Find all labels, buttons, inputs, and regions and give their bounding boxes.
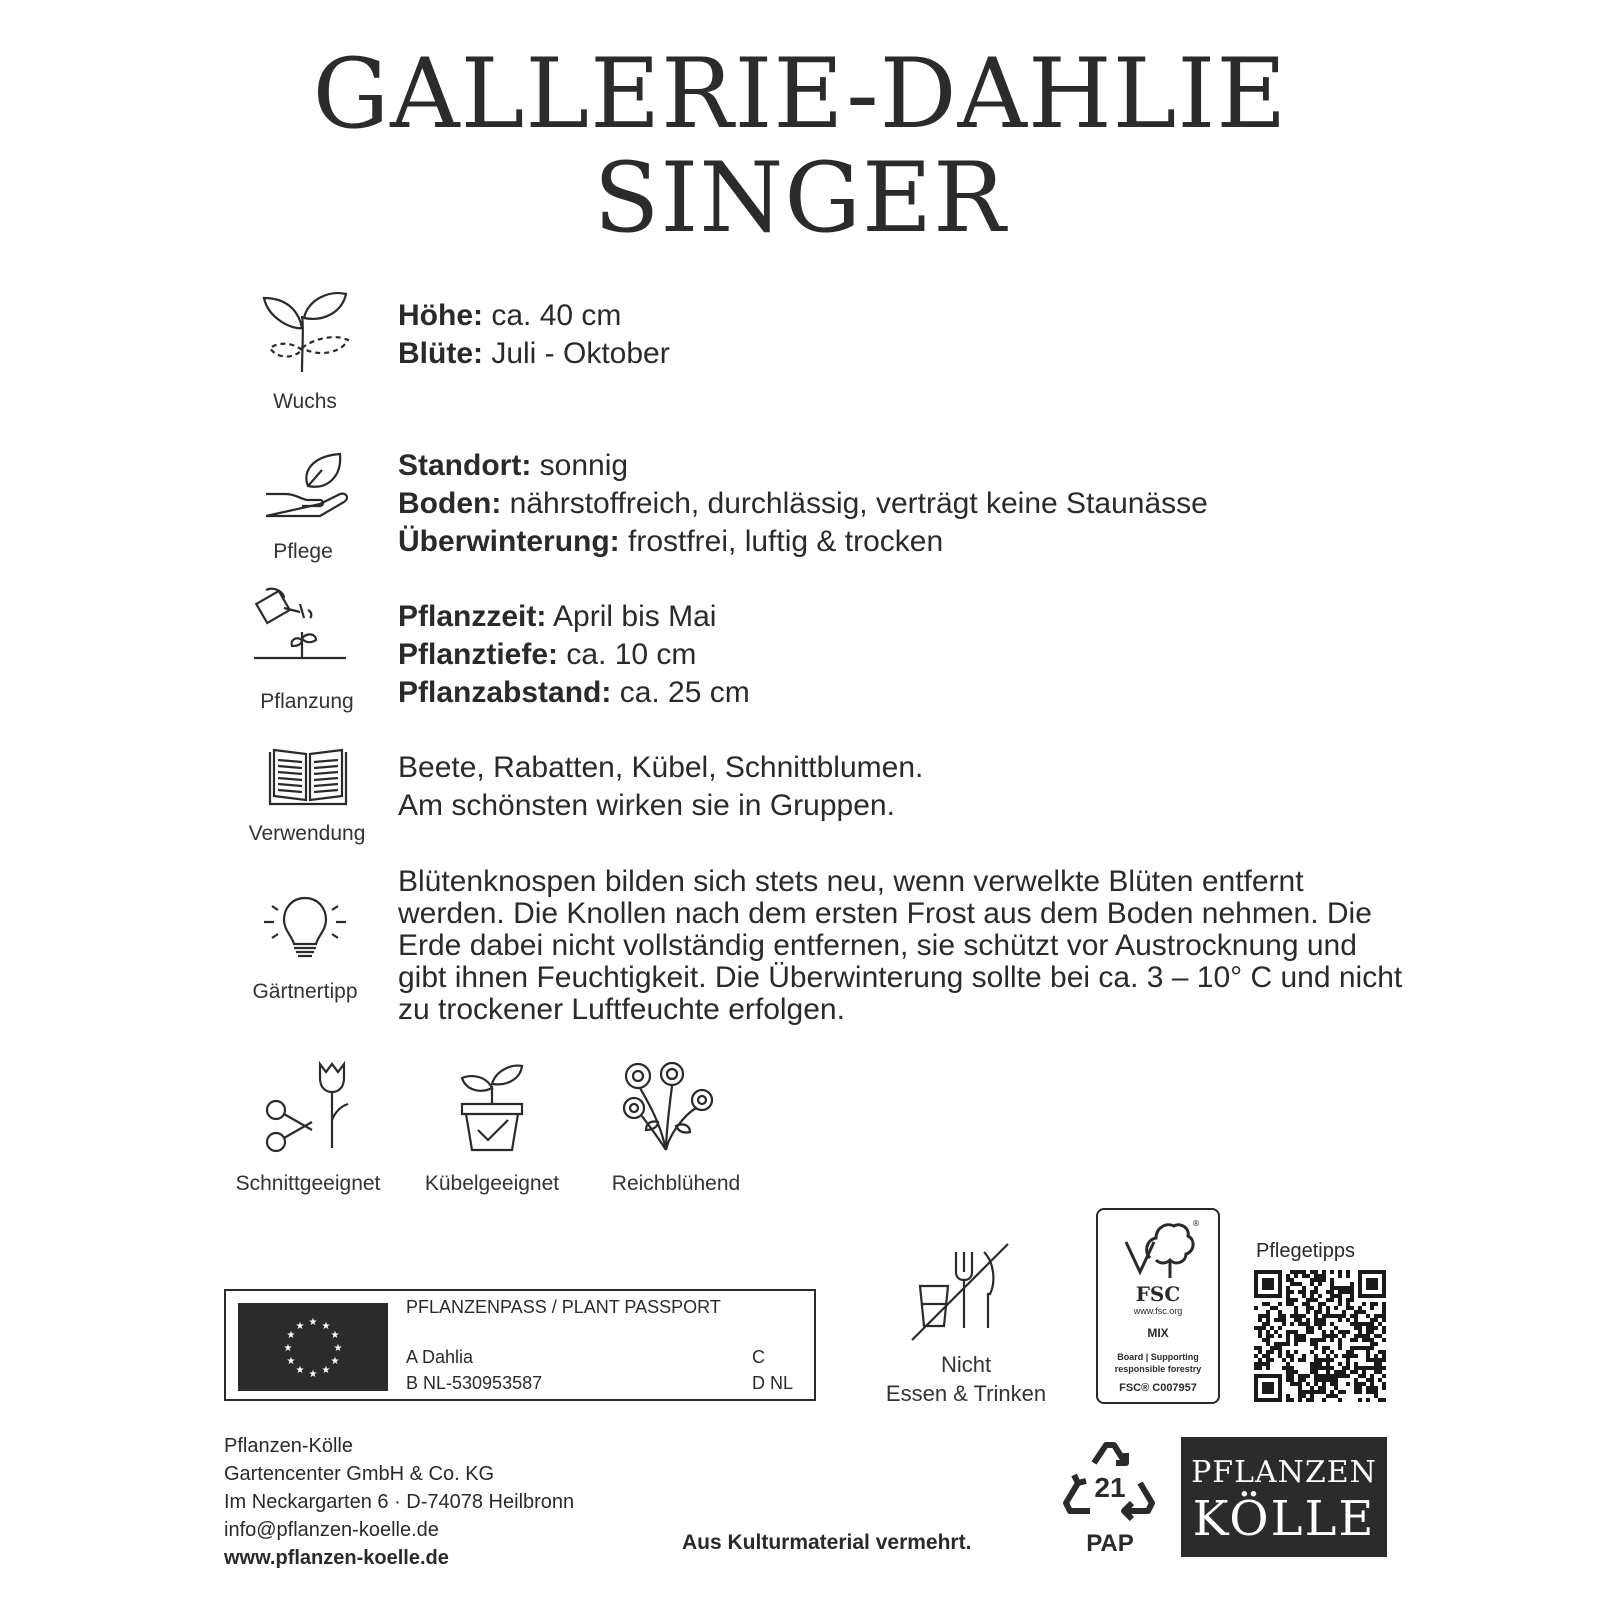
website-link[interactable]: www.pflanzen-koelle.de bbox=[224, 1547, 449, 1569]
info-row: Standort: sonnig bbox=[398, 449, 629, 482]
passport-d: D NL bbox=[752, 1373, 794, 1393]
svg-text:★: ★ bbox=[286, 1330, 296, 1341]
fsc-desc1: Board | Supporting bbox=[1117, 1352, 1199, 1362]
page-title-line1: GALLERIE-DAHLIE bbox=[312, 38, 1288, 150]
lightbulb-icon bbox=[262, 894, 348, 966]
plant-passport bbox=[224, 1289, 816, 1401]
feature-label: Reichblühend bbox=[611, 1172, 741, 1195]
hand-leaf-icon bbox=[262, 450, 350, 530]
svg-text:★: ★ bbox=[295, 1365, 305, 1376]
sprout-icon bbox=[262, 288, 350, 376]
svg-text:★: ★ bbox=[330, 1330, 340, 1341]
svg-text:★: ★ bbox=[295, 1321, 305, 1332]
fsc-site: www.fsc.org bbox=[1133, 1306, 1183, 1316]
fsc-logo-text: FSC bbox=[1135, 1282, 1181, 1306]
company-address: Pflanzen-Kölle Gartencenter GmbH & Co. KG Im Neckargarten 6 · D-74078 Heilbronn info@pflanzen-koelle.de www.pflanzen-koelle.de bbox=[224, 1432, 574, 1572]
info-row: Pflanzabstand: ca. 25 cm bbox=[398, 676, 750, 709]
gaertnertipp-text: Blütenknospen bilden sich stets neu, wenn verwelkte Blüten entfernt werden. Die Knollen nach dem ersten Frost aus dem Boden nehmen. Die Erde dabei nicht vollständig entfernen, sie schützt vor Austrocknung und gibt ihnen Feuchtigkeit. Die Überwinterung sollte bei ca. 3 – 10° C und nicht zu trockener Luftfeuchte erfolgen. bbox=[398, 865, 1403, 1026]
fsc-code: FSC® C007957 bbox=[1119, 1382, 1197, 1394]
feature-label: Kübelgeeignet bbox=[424, 1172, 560, 1195]
fsc-tree-icon bbox=[1120, 1218, 1198, 1287]
fsc-desc2: responsible forestry bbox=[1114, 1364, 1202, 1374]
fsc-mix: MIX bbox=[1147, 1326, 1169, 1340]
watering-can-icon bbox=[254, 588, 350, 678]
svg-text:★: ★ bbox=[286, 1356, 296, 1367]
passport-heading: PFLANZENPASS / PLANT PASSPORT bbox=[406, 1297, 721, 1317]
kultur-note: Aus Kulturmaterial vermehrt. bbox=[682, 1531, 972, 1554]
info-row: Pflanzzeit: April bis Mai bbox=[398, 600, 717, 633]
svg-text:®: ® bbox=[1192, 1219, 1200, 1228]
passport-b: B NL-530953587 bbox=[406, 1373, 543, 1393]
pflege-label: Pflege bbox=[273, 540, 333, 563]
brand-logo: PFLANZEN KÖLLE bbox=[1181, 1437, 1387, 1557]
eu-flag-icon bbox=[238, 1303, 388, 1391]
fsc-badge bbox=[1096, 1208, 1220, 1404]
pflege-info bbox=[398, 447, 1208, 561]
not-edible-label: Nicht Essen & Trinken bbox=[885, 1352, 1047, 1406]
recycling-code: PAP bbox=[1086, 1530, 1134, 1557]
qr-code-icon[interactable] bbox=[1254, 1270, 1386, 1402]
page-title-line2: SINGER bbox=[593, 142, 1007, 254]
email-link[interactable]: info@pflanzen-koelle.de bbox=[224, 1519, 439, 1541]
pot-check-icon bbox=[456, 1062, 528, 1154]
feature-label: Schnittgeeignet bbox=[235, 1172, 381, 1195]
info-row: Boden: nährstoffreich, durchlässig, verträgt keine Staunässe bbox=[398, 487, 1208, 520]
recycling-number: 21 bbox=[1094, 1472, 1126, 1503]
passport-a: A Dahlia bbox=[406, 1347, 474, 1367]
svg-text:★: ★ bbox=[321, 1321, 331, 1332]
passport-c: C bbox=[752, 1347, 765, 1367]
info-row: Überwinterung: frostfrei, luftig & trocken bbox=[398, 525, 944, 558]
qr-label: Pflegetipps bbox=[1256, 1240, 1355, 1262]
verwendung-label: Verwendung bbox=[248, 822, 366, 845]
svg-text:★: ★ bbox=[321, 1365, 331, 1376]
wuchs-label: Wuchs bbox=[273, 390, 337, 413]
info-row: Blüte: Juli - Oktober bbox=[398, 337, 670, 370]
svg-text:★: ★ bbox=[330, 1356, 340, 1367]
svg-text:★: ★ bbox=[283, 1343, 293, 1354]
pflanzung-info bbox=[398, 598, 750, 712]
info-row: Höhe: ca. 40 cm bbox=[398, 299, 622, 332]
book-icon bbox=[268, 748, 348, 808]
flowers-icon bbox=[620, 1062, 716, 1154]
pflanzung-label: Pflanzung bbox=[260, 690, 354, 713]
svg-text:★: ★ bbox=[333, 1343, 343, 1354]
svg-text:★: ★ bbox=[308, 1369, 318, 1380]
info-row: Pflanztiefe: ca. 10 cm bbox=[398, 638, 697, 671]
verwendung-info: Beete, Rabatten, Kübel, Schnittblumen. Am schönsten wirken sie in Gruppen. bbox=[398, 751, 924, 822]
wuchs-info bbox=[398, 297, 670, 373]
no-eat-drink-icon bbox=[910, 1242, 1010, 1342]
svg-text:★: ★ bbox=[308, 1317, 318, 1328]
gaertnertipp-label: Gärtnertipp bbox=[252, 980, 358, 1003]
scissors-tulip-icon bbox=[262, 1060, 350, 1152]
